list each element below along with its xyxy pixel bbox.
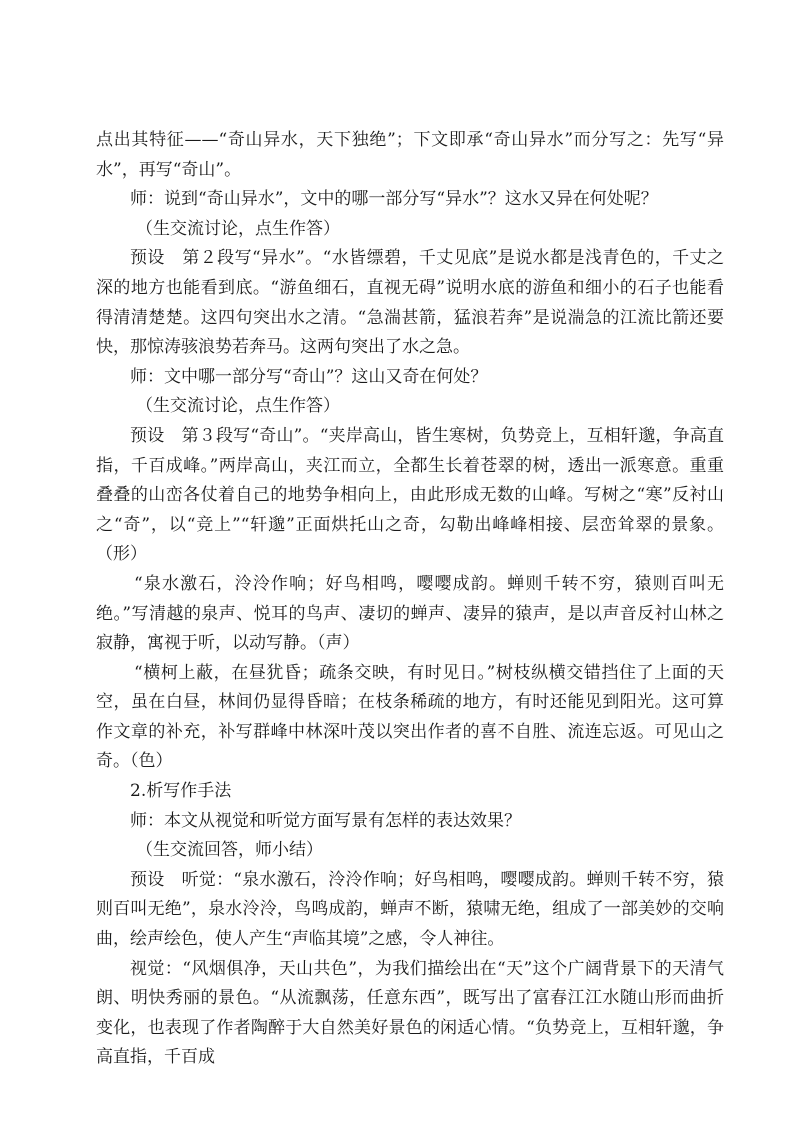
paragraph-mountain-color: “横柯上蔽，在昼犹昏；疏条交映，有时见日。”树枝纵横交错挡住了上面的天空，虽在白昼，林间仍显得昏暗；在枝条稀疏的地方，有时还能见到阳光。这可算作文章的补充，补写群峰中林深叶茂以突出作者的喜不自胜、流连忘返。可见山之奇。（色）: [96, 662, 724, 772]
paragraph-discussion-note: （生交流回答，师小结）: [136, 840, 323, 861]
paragraph-discussion-note: （生交流讨论，点生作答）: [136, 396, 340, 417]
paragraph-mountain-sound: “泉水激石，泠泠作响；好鸟相鸣，嘤嘤成韵。蝉则千转不穷，猿则百叫无绝。”写清越的泉声、悦耳的鸟声、凄切的蝉声、凄异的猿声，是以声音反衬山林之寂静，寓视于听，以动写静。（声）: [96, 573, 724, 654]
paragraph-intro-continuation: 点出其特征——“奇山异水，天下独绝”；下文即承“奇山异水”而分写之：先写“异水”，再写“奇山”。: [96, 130, 724, 180]
paragraph-answer-mountain-form: 预设 第３段写“奇山”。“夹岸高山，皆生寒树，负势竞上，互相轩邈，争高直指，千百成峰。”两岸高山，夹江而立，全都生长着苍翠的树，透出一派寒意。重重叠叠的山峦各仗着自己的地势争相向上，由此形成无数的山峰。写树之“寒”反衬山之“奇”，以“竞上”“轩邈”正面烘托山之奇，勾勒出峰峰相接、层峦耸翠的景象。（形）: [96, 425, 724, 565]
paragraph-question-techniques: 师：本文从视觉和听觉方面写景有怎样的表达效果？: [130, 810, 521, 831]
paragraph-answer-vision: 视觉：“风烟俱净，天山共色”，为我们描绘出在“天”这个广阔背景下的天清气朗、明快秀丽的景色。“从流飘荡，任意东西”，既写出了富春江江水随山形而曲折变化，也表现了作者陶醉于大自然美好景色的闲适心情。“负势竞上，互相轩邈，争高直指，千百成: [96, 958, 724, 1068]
paragraph-discussion-note: （生交流讨论，点生作答）: [136, 218, 340, 239]
section-heading-writing-techniques: 2.析写作手法: [130, 781, 232, 802]
paragraph-question-mountain: 师：文中哪一部分写“奇山”？这山又奇在何处？: [130, 366, 488, 387]
paragraph-question-water: 师：说到“奇山异水”，文中的哪一部分写“异水”？这水又异在何处呢？: [130, 189, 658, 210]
paragraph-answer-hearing: 预设 听觉：“泉水激石，泠泠作响；好鸟相鸣，嘤嘤成韵。蝉则千转不穷，猿则百叫无绝”，泉水泠泠，鸟鸣成韵，蝉声不断，猿啸无绝，组成了一部美妙的交响曲，绘声绘色，使人产生“声临其境”之感，令人神往。: [96, 869, 724, 950]
paragraph-answer-water: 预设 第２段写“异水”。“水皆缥碧，千丈见底”是说水都是浅青色的，千丈之深的地方也能看到底。“游鱼细石，直视无碍”说明水底的游鱼和细小的石子也能看得清清楚楚。这四句突出水之清。“急湍甚箭，猛浪若奔”是说湍急的江流比箭还要快，那惊涛骇浪势若奔马。这两句突出了水之急。: [96, 248, 724, 358]
document-body: [96, 126, 724, 1073]
